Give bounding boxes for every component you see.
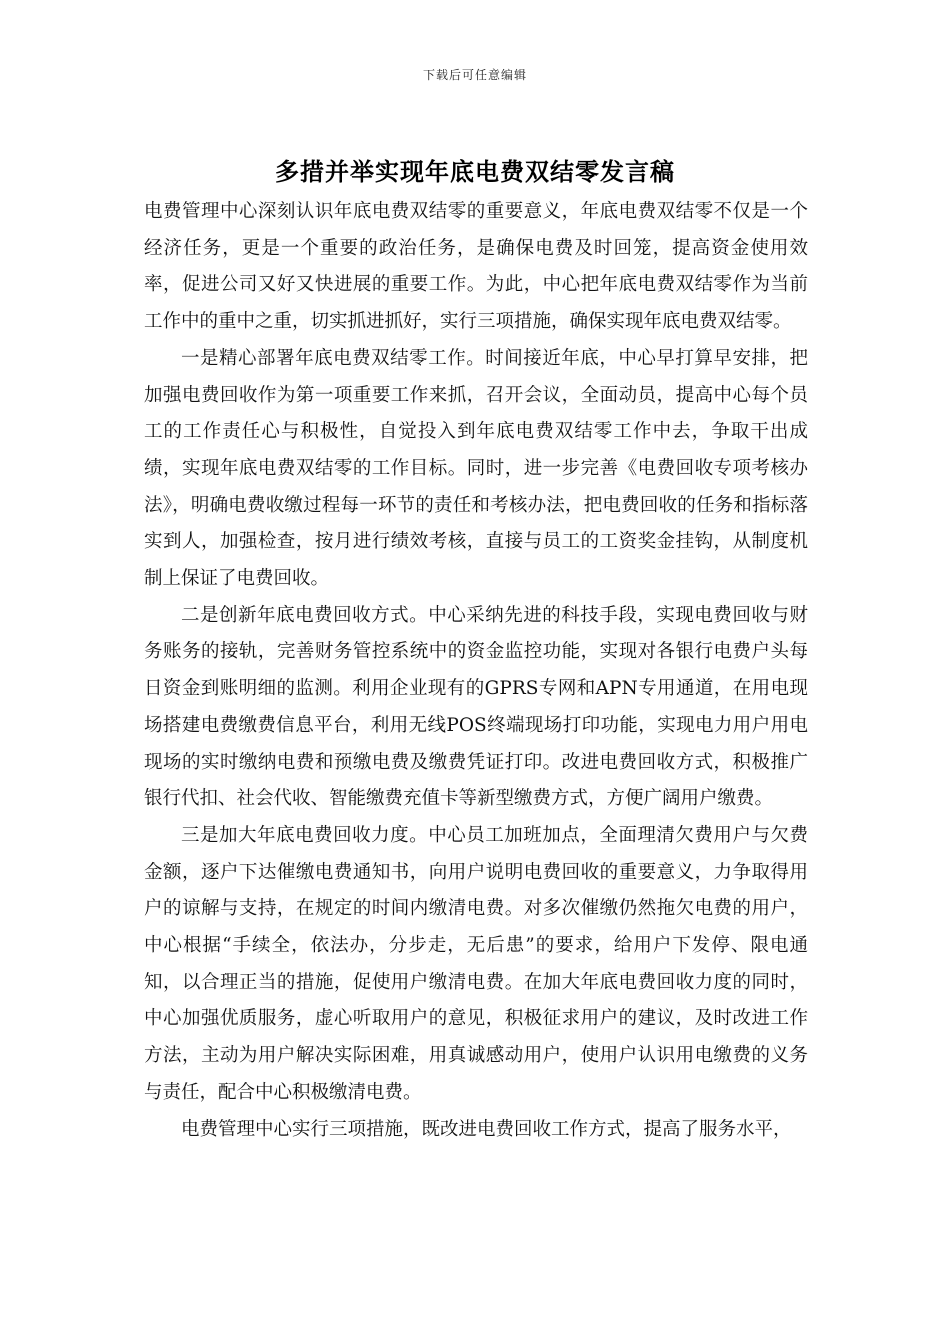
measure-three-paragraph: 三是加大年底电费回收力度。中心员工加班加点，全面理清欠费用户与欠费金额，逐户下达催缴电费通知书，向用户说明电费回收的重要意义，力争取得用户的谅解与支持，在规定的时间内缴清电费。对多次催缴仍然拖欠电费的用户，中心根据“手续全，依法办，分步走，无后患”的要求，给用户下发停、限电通知，以合理正当的措施，促使用户缴清电费。在加大年底电费回收力度的同时，中心加强优质服务，虚心听取用户的意见，积极征求用户的建议，及时改进工作方法，主动为用户解决实际困难，用真诚感动用户，使用户认识用电缴费的义务与责任，配合中心积极缴清电费。	[144, 824, 808, 1103]
intro-paragraph: 电费管理中心深刻认识年底电费双结零的重要意义，年底电费双结零不仅是一个经济任务，更是一个重要的政治任务，是确保电费及时回笼，提高资金使用效率，促进公司又好又快进展的重要工作。为此，中心把年底电费双结零作为当前工作中的重中之重，切实抓进抓好，实行三项措施，确保实现年底电费双结零。	[144, 201, 808, 333]
document-body	[144, 194, 808, 1148]
page-header-note: 下载后可任意编辑	[422, 68, 527, 82]
measure-two-paragraph: 二是创新年底电费回收方式。中心采纳先进的科技手段，实现电费回收与财务账务的接轨，完善财务管控系统中的资金监控功能，实现对各银行电费户头每日资金到账明细的监测。利用企业现有的GPRS专网和APN专用通道，在用电现场搭建电费缴费信息平台，利用无线POS终端现场打印功能，实现电力用户用电现场的实时缴纳电费和预缴电费及缴费凭证打印。改进电费回收方式，积极推广银行代扣、社会代收、智能缴费充值卡等新型缴费方式，方便广阔用户缴费。	[144, 604, 808, 810]
conclusion-paragraph: 电费管理中心实行三项措施，既改进电费回收工作方式，提高了服务水平，	[181, 1118, 792, 1140]
measure-one-paragraph: 一是精心部署年底电费双结零工作。时间接近年底，中心早打算早安排，把加强电费回收作为第一项重要工作来抓，召开会议，全面动员，提高中心每个员工的工作责任心与积极性，自觉投入到年底电费双结零工作中去，争取干出成绩，实现年底电费双结零的工作目标。同时，进一步完善《电费回收专项考核办法》，明确电费收缴过程每一环节的责任和考核办法，把电费回收的任务和指标落实到人，加强检查，按月进行绩效考核，直接与员工的工资奖金挂钩，从制度机制上保证了电费回收。	[144, 347, 808, 590]
document-title: 多措并举实现年底电费双结零发言稿	[275, 157, 675, 186]
